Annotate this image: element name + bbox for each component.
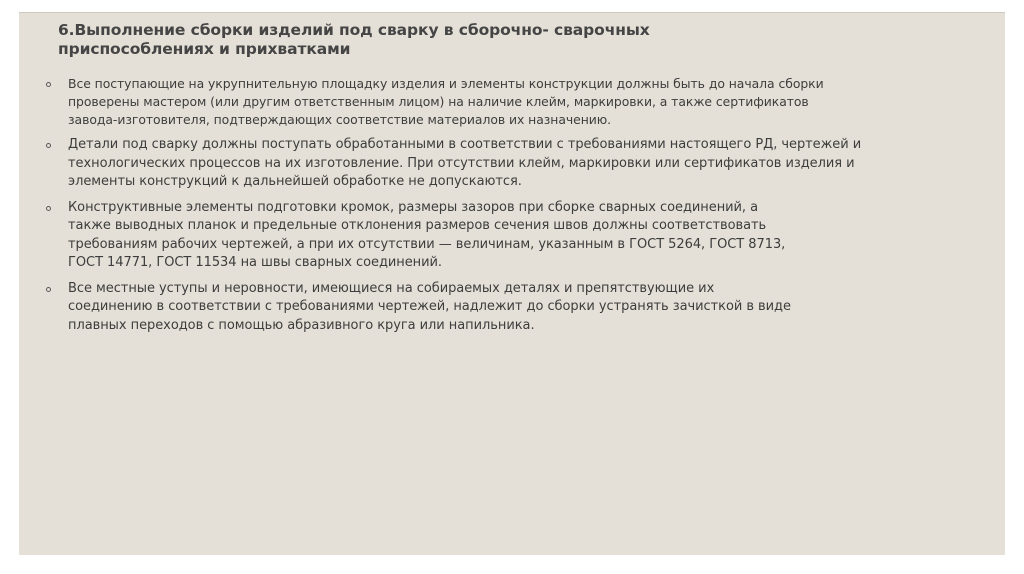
list-item-text: Детали под сварку должны поступать обработанными в соответствии с требованиями настоящего РД, чертежей и [68, 137, 862, 152]
bullet-icon [46, 82, 51, 87]
bullet-icon [46, 287, 51, 292]
list-item [46, 75, 976, 129]
list-item-text: Конструктивные элементы подготовки кромок, размеры зазоров при сборке сварных соединений, а [68, 199, 759, 215]
list-item-text: технологических процессов на их изготовление. При отсутствии клейм, маркировки или сертификатов изделия и [68, 155, 855, 171]
list-item-text: завода-изготовителя, подтверждающих соответствие материалов их назначению. [68, 112, 612, 127]
list-item-text: плавных переходов с помощью абразивного круга или напильника. [68, 317, 535, 333]
list-item-text: Все местные уступы и неровности, имеющиеся на собираемых деталях и препятствующие их [68, 280, 715, 296]
bullet-icon [46, 206, 51, 211]
list-item-text: требованиям рабочих чертежей, а при их отсутствии — величинам, указанным в ГОСТ 5264, ГОСТ 8713, [68, 236, 786, 252]
slide-title-line: 6.Выполнение сборки изделий под сварку в сборочно- сварочных [58, 21, 650, 39]
bullet-icon [46, 143, 51, 148]
slide-title-line: приспособлениях и прихватками [58, 40, 351, 58]
slide [19, 12, 1005, 555]
list-item [46, 199, 976, 273]
list-item-text: проверены мастером (или другим ответственным лицом) на наличие клейм, маркировки, а также сертификатов [68, 94, 809, 109]
list-item-text: Все поступающие на укрупнительную площадку изделия и элементы конструкции должны быть до начала сборки [68, 76, 824, 91]
list-item [46, 280, 976, 336]
list-item-text: также выводных планок и предельные отклонения размеров сечения швов должны соответствовать [68, 218, 767, 233]
bullet-list [46, 75, 976, 342]
list-item-text: соединению в соответствии с требованиями чертежей, надлежит до сборки устранять зачисткой в виде [68, 299, 791, 314]
list-item-text: элементы конструкций к дальнейшей обработке не допускаются. [68, 174, 522, 189]
list-item-text: ГОСТ 14771, ГОСТ 11534 на швы сварных соединений. [68, 255, 443, 270]
list-item [46, 136, 976, 192]
slide-title [58, 21, 938, 59]
